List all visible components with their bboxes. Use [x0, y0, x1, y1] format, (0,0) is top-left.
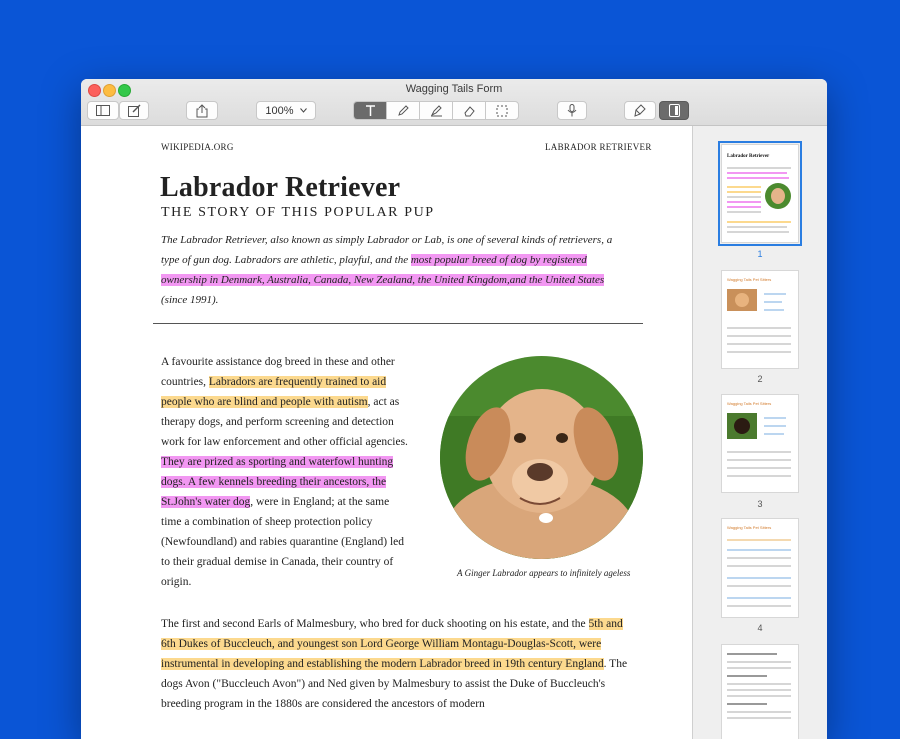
thumbnail-line — [727, 539, 791, 541]
thumbnail-line — [727, 172, 787, 174]
thumbnail-line — [764, 309, 784, 311]
thumbnail-line — [727, 231, 789, 233]
thumbnail-line — [727, 451, 791, 453]
markup-tools-group — [353, 101, 519, 120]
selection-icon — [496, 105, 508, 117]
thumbnail-line — [727, 653, 777, 655]
window-title: Wagging Tails Form — [405, 83, 503, 95]
thumbnail-line — [727, 221, 791, 223]
thumbnail-line — [727, 177, 789, 179]
page-title: Labrador Retriever — [160, 172, 401, 203]
thumbnail-line — [727, 675, 767, 677]
page-number-1: 1 — [757, 249, 763, 259]
inspector-button[interactable] — [659, 101, 689, 120]
header-topic: LABRADOR RETRIEVER — [545, 142, 652, 152]
thumbnail-cat-photo — [727, 289, 757, 311]
page-thumbnail-1[interactable] — [721, 144, 799, 243]
thumbnail-line — [727, 683, 791, 685]
thumbnail-line — [727, 226, 787, 228]
thumbnail-line — [727, 585, 791, 587]
zoom-value: 100% — [265, 104, 294, 117]
thumbnail-line — [764, 293, 786, 295]
thumbnail-photo — [765, 183, 791, 209]
thumbnail-line — [727, 211, 761, 213]
body-text: , act as therapy dogs, and perform screening and detection work for law enforcement and other official agencies. — [161, 396, 408, 448]
thumbnail-line — [727, 689, 791, 691]
thumbnail-line — [727, 703, 767, 705]
header-source: WIKIPEDIA.ORG — [161, 142, 234, 152]
eraser-icon — [463, 105, 476, 117]
thumbnail-line — [727, 186, 761, 188]
page-number-2: 2 — [757, 374, 763, 384]
document-page — [81, 126, 693, 739]
body-text: . The dogs Avon ("Buccleuch Avon") and Ned given by Malmesbury to assist the Duke of Buccleuch's breeding program in the 1880s are considered the ancestors of modern — [161, 658, 628, 710]
highlight-pink[interactable]: They are prized as sporting and waterfowl hunting dogs. A few kennels breeding their ancestors, the St.John's water dog — [161, 456, 394, 508]
thumbnail-line — [727, 206, 761, 208]
thumbnail-line — [727, 557, 791, 559]
body-text: , were in England; at the same time a combination of sheep protection policy (Newfoundland) and rabies quarantine (England) led to their gradual demise in Canada, their country of origin. — [161, 496, 405, 588]
thumbnail-line — [727, 475, 791, 477]
thumbnail-line — [727, 549, 791, 551]
inspector-icon — [669, 104, 680, 117]
highlight-tool-button[interactable] — [420, 102, 453, 119]
thumbnail-line — [727, 196, 761, 198]
highlighter-icon — [430, 104, 443, 117]
dog-image — [440, 356, 643, 559]
thumbnail-line — [727, 191, 761, 193]
thumbnail-line — [727, 717, 791, 719]
selection-tool-button[interactable] — [486, 102, 518, 119]
preview-window — [81, 79, 827, 739]
page-thumbnail-5[interactable] — [721, 644, 799, 739]
thumbnail-line — [727, 597, 791, 599]
thumbnail-line — [727, 711, 791, 713]
title-bar — [81, 79, 827, 126]
intro-text: (since 1991). — [161, 294, 219, 306]
thumbnail-dog-photo — [727, 413, 757, 439]
intro-paragraph[interactable] — [161, 230, 621, 310]
thumbnail-line — [727, 335, 791, 337]
thumbnail-brand: Wagging Tails Pet Sitters — [727, 277, 772, 282]
highlight-yellow[interactable]: Labradors are frequently trained to aid people who are blind and people with autism — [161, 376, 387, 408]
thumbnail-line — [727, 661, 791, 663]
thumbnail-line — [764, 301, 782, 303]
thumbnail-sidebar — [693, 126, 827, 739]
thumbnail-line — [727, 167, 791, 169]
page-number-4: 4 — [757, 623, 763, 633]
thumbnail-line — [764, 417, 786, 419]
marker-icon — [634, 104, 646, 117]
page-number-3: 3 — [757, 499, 763, 509]
thumbnail-line — [727, 467, 791, 469]
body-paragraph-1[interactable] — [161, 352, 411, 592]
thumbnail-line — [727, 343, 791, 345]
highlight-yellow[interactable]: 5th and 6th Dukes of Buccleuch, and youngest son Lord George William Montagu-Douglas-Scott, were instrumental in developing and establishing the modern Labrador breed in 19th century England — [161, 618, 623, 670]
markup-toolbar-button[interactable] — [119, 101, 149, 120]
thumbnail-line — [727, 327, 791, 329]
microphone-icon — [567, 104, 577, 117]
labrador-photo[interactable] — [440, 356, 643, 559]
body-text: The first and second Earls of Malmesbury, who bred for duck shooting on his estate, and the — [161, 618, 589, 630]
thumbnail-line — [727, 459, 791, 461]
thumbnail-line — [727, 667, 791, 669]
thumbnail-line — [727, 565, 791, 567]
text-tool-button[interactable] — [354, 102, 387, 119]
text-icon — [365, 105, 376, 117]
thumbnail-line — [764, 433, 784, 435]
photo-caption: A Ginger Labrador appears to infinitely ageless — [457, 568, 631, 578]
annotate-button[interactable] — [624, 101, 656, 120]
page-thumbnail-3[interactable] — [721, 394, 799, 493]
thumbnail-line — [727, 577, 791, 579]
sketch-tool-button[interactable] — [387, 102, 420, 119]
page-thumbnail-4[interactable] — [721, 518, 799, 618]
thumbnail-line — [727, 201, 761, 203]
thumbnail-brand: Wagging Tails Pet Sitters — [727, 401, 772, 406]
body-paragraph-2[interactable] — [161, 614, 631, 714]
sidebar-icon — [96, 105, 110, 116]
thumbnail-line — [764, 425, 786, 427]
highlight-pink[interactable]: most popular breed of dog by registered ownership in Denmark, Australia, Canada, New Zealand, the United Kingdom,and the United States — [161, 254, 605, 286]
chevron-down-icon — [300, 108, 307, 113]
section-divider — [153, 323, 643, 324]
share-icon — [196, 104, 208, 118]
edit-icon — [128, 104, 141, 117]
sidebar-toggle-button[interactable] — [87, 101, 119, 120]
eraser-tool-button[interactable] — [453, 102, 486, 119]
thumbnail-line — [727, 351, 791, 353]
page-thumbnail-2[interactable] — [721, 270, 799, 369]
share-button[interactable] — [186, 101, 218, 120]
thumbnail-line — [727, 605, 791, 607]
page-subtitle: THE STORY OF THIS POPULAR PUP — [161, 205, 435, 220]
thumbnail-brand: Wagging Tails Pet Sitters — [727, 525, 772, 530]
thumbnail-line — [727, 695, 791, 697]
zoom-select[interactable] — [256, 101, 316, 120]
dictation-button[interactable] — [557, 101, 587, 120]
body-text: A favourite assistance dog breed in these and other countries, — [161, 356, 395, 388]
pen-icon — [397, 104, 410, 117]
intro-text: The Labrador Retriever, also known as simply Labrador or Lab, is one of several kinds of retrievers, a type of gun dog. Labradors are athletic, playful, and the — [161, 234, 613, 266]
thumbnail-title: Labrador Retriever — [727, 154, 770, 159]
